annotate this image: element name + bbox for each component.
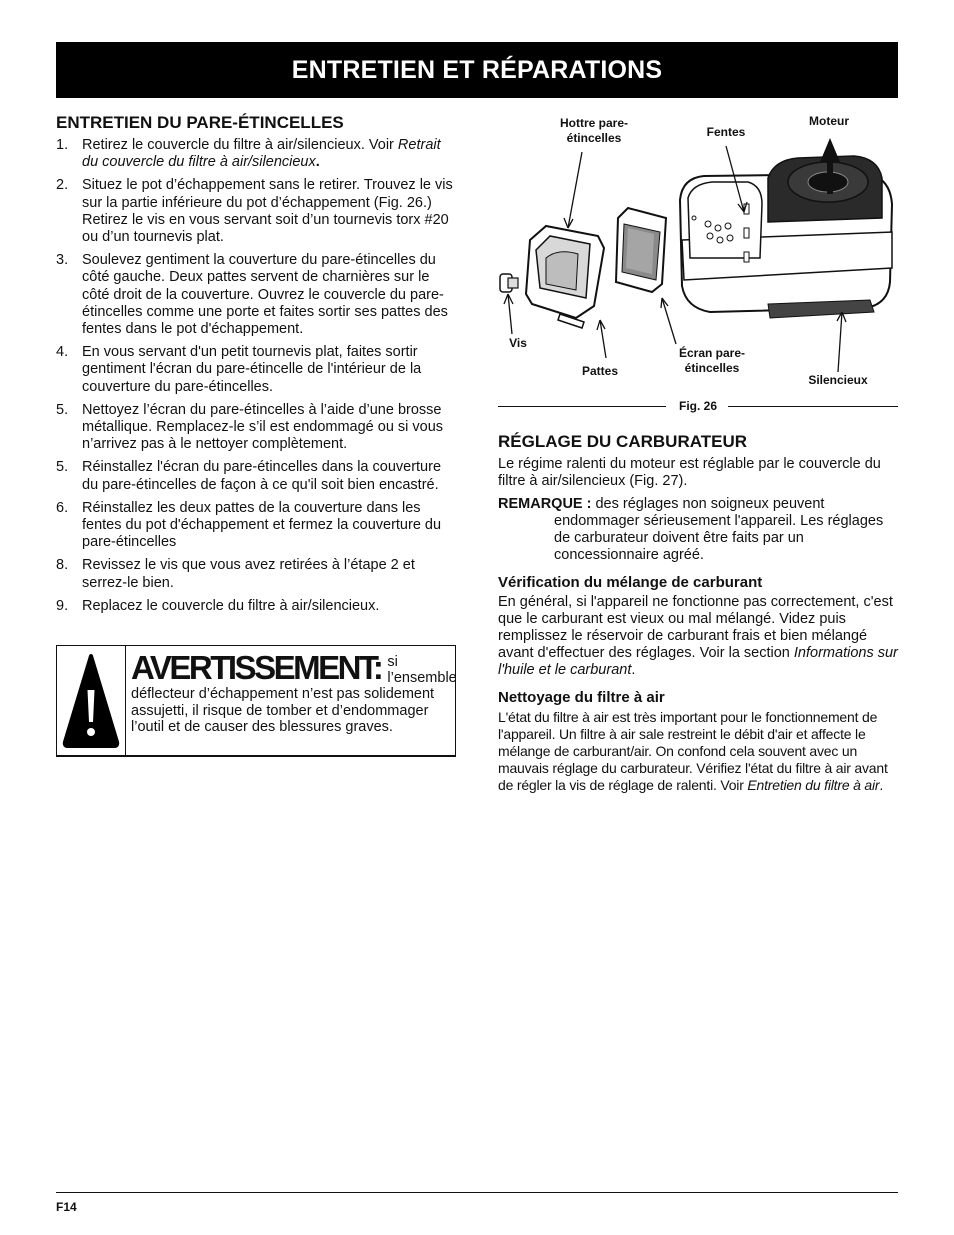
warning-lead: si l’ensemble [387,654,457,686]
step-item [56,344,456,396]
warning-box [56,645,456,757]
step-number: 5. [56,459,69,476]
screen-drawing [616,208,666,292]
carburetor-intro: Le régime ralenti du moteur est réglable par le couvercle du filtre à air/silencieux (Fig. 27). [498,456,881,489]
step-item [56,500,456,552]
hood-drawing [526,226,604,328]
step-number: 9. [56,597,69,614]
note-label: REMARQUE : [498,496,592,512]
label-engine: Moteur [809,114,849,128]
label-slots: Fentes [706,125,746,139]
note-text: des réglages non soigneux peuvent endommager sérieusement l'appareil. Les réglages de carburateur doivent être faits par un concessionnaire agréé. [554,496,884,563]
step-text: Nettoyez l’écran du pare-étincelles à l’aide d’une brosse métallique. Remplacez-le s’il est endommagé ou si vous n’arrivez pas à le nettoyer complètement. [82,401,444,453]
label-screw: Vis [509,336,527,350]
warning-body [131,649,457,736]
fuel-mix-text: En général, si l'appareil ne fonctionne pas correctement, c'est que le carburant est vieux ou mal mélangé. Videz puis remplissez le réservoir de carburant frais et bien mélangé avant d'effectuer des réglages. Voir la section Informations sur l'huile et le carburant. [498,594,898,678]
air-filter-heading: Nettoyage du filtre à air [498,689,665,706]
section-title: ENTRETIEN ET RÉPARATIONS [291,55,663,84]
step-number: 8. [56,557,69,574]
screw-drawing [500,274,518,292]
step-number: 4. [56,344,69,361]
label-tabs: Pattes [581,364,619,378]
step-text: En vous servant d'un petit tournevis plat, faites sortir gentiment l'écran du pare-étincelle de l'intérieur de la couverture du pare-étincelles. [82,344,422,395]
label-hood: Hottre pare- étincelles [559,116,628,145]
figure-caption-rule [498,399,898,416]
warning-icon-cell [57,646,126,756]
carburetor-heading: RÉGLAGE DU CARBURATEUR [498,432,748,451]
step-number: 1. [56,137,69,153]
label-muffler: Silencieux [808,373,868,387]
right-column [498,432,898,800]
step-item [56,402,456,454]
step-item [56,459,456,493]
step-text: Replacez le couvercle du filtre à air/silencieux. [82,597,380,614]
section-banner [56,42,898,98]
step-text: Réinstallez les deux pattes de la couverture dans les fentes du pot d'échappement et fermez la couverture du pare-étincelles [82,499,442,551]
step-text: Réinstallez l'écran du pare-étincelles dans la couverture du pare-étincelles de façon à ce qu'il soit bien encastré. [82,459,442,493]
step-item [56,177,456,246]
spark-arrestor-heading: ENTRETIEN DU PARE-ÉTINCELLES [56,113,344,132]
fuel-mix-ref: Informations sur l'huile et le carburant [498,645,898,678]
note-paragraph [498,496,898,564]
step-number: 2. [56,177,69,194]
steps-list [56,137,456,615]
air-filter-ref: Entretien du filtre à air [747,777,880,793]
step-number: 5. [56,401,69,418]
step-number: 6. [56,499,69,516]
step-text: Revissez le vis que vous avez retirées à l’étape 2 et serrez-le bien. [82,557,415,591]
fuel-mix-heading: Vérification du mélange de carburant [498,574,763,591]
figure-caption: Fig. 26 [678,399,717,413]
step-text: Situez le pot d’échappement sans le retirer. Trouvez le vis sur la partie inférieure du pot d’échappement (Fig. 26.) Retirez le vis en vous servant soit d’un tournevis torx #20 ou d’un tournevis plat. [82,177,453,246]
step-item [56,137,456,171]
step-item [56,598,456,615]
step-item [56,557,456,591]
label-screen: Écran pare- étincelles [678,346,746,375]
step-reference: Retrait du couvercle du filtre à air/silencieux [82,137,441,171]
air-filter-text: L'état du filtre à air est très important pour le fonctionnement de l'appareil. Un filtre à air sale restreint le débit d'air et affecte le mélange de carburant/air. On confond cela souvent avec un mauvais réglage du carburateur. Vérifiez l'état du filtre à air avant de régler la vis de réglage de ralenti. Voir Entretien du filtre à air. [498,709,888,793]
step-text: Retirez le couvercle du filtre à air/silencieux. Voir Retrait du couvercle du filtre à air/silencieux. [82,137,441,171]
warning-triangle-icon [57,646,125,756]
step-text: Soulevez gentiment la couverture du pare-étincelles du côté gauche. Deux pattes servent de charnières sur le côté droit de la couverture. Ouvrez le couvercle du pare-étincelles comme une porte et faites sortir ses pattes des fentes dans le pot d'échappement. [82,252,448,338]
figure-26 [498,108,898,418]
warning-title: AVERTISSEMENT: [131,649,382,686]
warning-text: déflecteur d’échappement n’est pas solidement assujetti, il risque de tomber et d’endommager l’outil et de causer des blessures graves. [131,686,435,735]
muffler-drawing [680,156,892,318]
left-column [56,113,456,621]
footer-rule [56,1192,898,1193]
page-number: F14 [56,1200,77,1214]
step-number: 3. [56,252,69,269]
step-item [56,252,456,338]
